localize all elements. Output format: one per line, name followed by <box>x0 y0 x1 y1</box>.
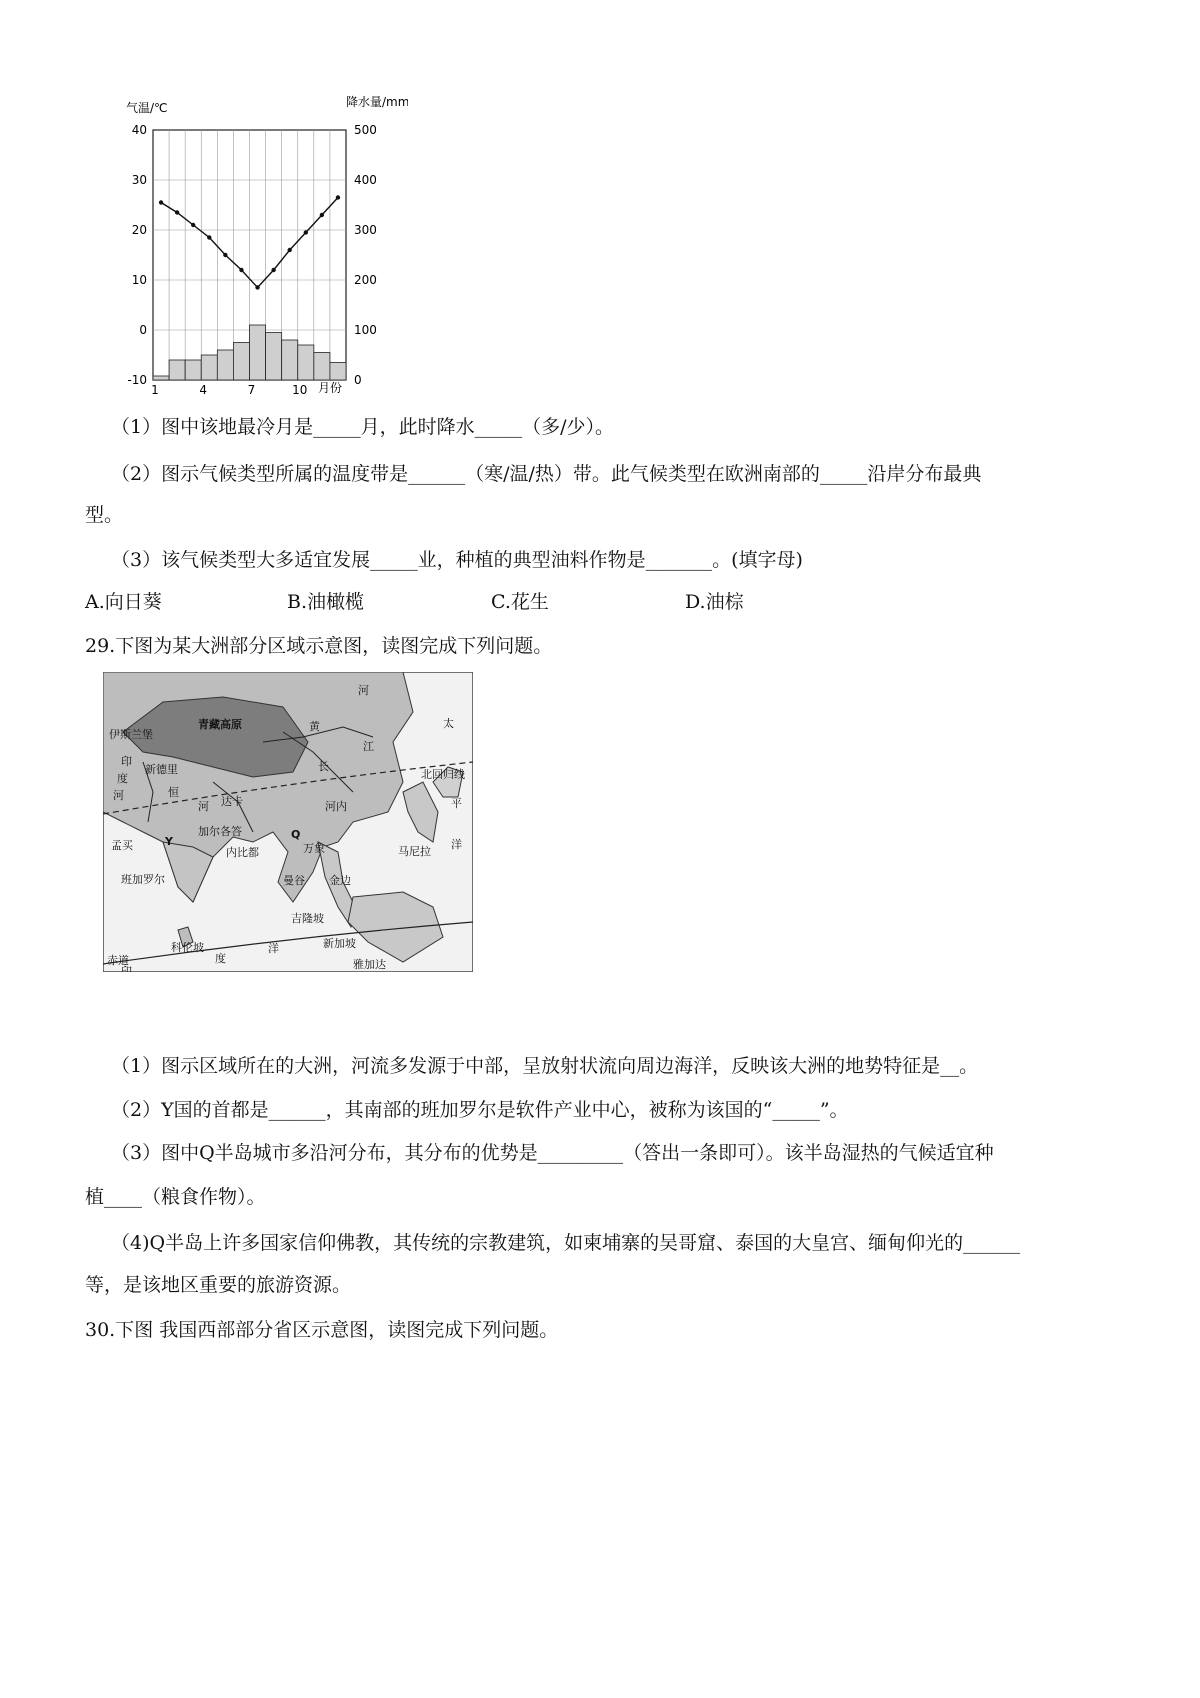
q29-sub1: （1）图示区域所在的大洲，河流多发源于中部，呈放射状流向周边海洋，反映该大洲的地势特征是__。 <box>111 1055 979 1077</box>
asia-map-svg <box>103 672 473 972</box>
climate-chart-svg <box>108 92 408 402</box>
temperature-point <box>255 285 259 289</box>
label-phnompenh: 金边 <box>329 874 351 887</box>
precipitation-bar <box>201 355 217 380</box>
label-indian-3: 洋 <box>268 942 279 955</box>
month-tick-label: 4 <box>199 383 208 397</box>
q30-title: 30.下图 我国西部部分省区示意图，读图完成下列问题。 <box>85 1319 559 1341</box>
label-pacific-1: 太 <box>443 717 454 730</box>
precip-tick-label: 500 <box>354 123 377 137</box>
label-islamabad: 伊斯兰堡 <box>109 728 153 741</box>
month-tick-label: 10 <box>292 383 308 397</box>
precipitation-bars <box>153 325 346 380</box>
q28-option-c: C.花生 <box>491 591 549 613</box>
label-y: Y <box>165 835 173 848</box>
label-ganges-1: 恒 <box>168 786 179 799</box>
month-axis-label: 月份 <box>318 381 343 395</box>
q28-sub2-b: 型。 <box>85 504 124 526</box>
q29-sub3-a: （3）图中Q半岛城市多沿河分布，其分布的优势是_________（答出一条即可）。该半岛湿热的气候适宜种 <box>111 1142 994 1164</box>
label-jakarta: 雅加达 <box>353 958 386 971</box>
label-tropic: 北回归线 <box>421 768 465 781</box>
label-equator: 赤道 <box>107 954 129 967</box>
precipitation-bar <box>233 343 249 381</box>
precip-tick-label: 200 <box>354 273 377 287</box>
label-naypyidaw: 内比都 <box>226 846 259 859</box>
temp-tick-label: 40 <box>131 123 147 137</box>
precip-axis-label: 降水量/mm <box>346 95 408 109</box>
label-ganges-2: 河 <box>198 800 209 813</box>
q29-sub3-b: 植____（粮食作物）。 <box>85 1186 266 1208</box>
q28-option-d: D.油棕 <box>685 591 744 613</box>
q29-title: 29.下图为某大洲部分区域示意图，读图完成下列问题。 <box>85 635 553 657</box>
precipitation-bar <box>266 333 282 381</box>
q29-sub4-b: 等，是该地区重要的旅游资源。 <box>85 1274 352 1296</box>
label-hanoi: 河内 <box>325 800 347 813</box>
label-yangtze-2: 江 <box>363 740 374 753</box>
label-singapore: 新加坡 <box>323 937 356 950</box>
q29-sub2: （2）Y国的首都是______，其南部的班加罗尔是软件产业中心，被称为该国的“_____”。 <box>111 1099 849 1121</box>
temperature-point <box>223 253 227 257</box>
temperature-point <box>207 235 211 239</box>
precipitation-bar <box>153 376 169 380</box>
temp-tick-label: 0 <box>139 323 147 337</box>
temp-axis-label: 气温/℃ <box>126 101 168 115</box>
temperature-point <box>159 200 163 204</box>
label-yangtze-1: 长 <box>318 760 329 773</box>
temperature-point <box>304 230 308 234</box>
precipitation-bar <box>217 350 233 380</box>
label-indus-3: 河 <box>113 789 124 802</box>
precipitation-bar <box>250 325 266 380</box>
month-tick-label: 7 <box>247 383 256 397</box>
q28-option-a: A.向日葵 <box>85 591 162 613</box>
label-pacific-3: 洋 <box>451 838 462 851</box>
label-plateau: 青藏高原 <box>198 718 242 731</box>
q28-sub1: （1）图中该地最冷月是_____月，此时降水_____（多/少）。 <box>111 416 614 438</box>
precip-tick-label: 100 <box>354 323 377 337</box>
temperature-point <box>271 268 275 272</box>
label-vientiane: 万象 <box>303 842 325 855</box>
precipitation-bar <box>185 360 201 380</box>
label-pacific-2: 平 <box>451 797 462 810</box>
q29-sub4-a: （4)Q半岛上许多国家信仰佛教，其传统的宗教建筑，如柬埔寨的吴哥窟、泰国的大皇宫、缅甸仰光的______ <box>111 1232 1021 1254</box>
precipitation-bar <box>169 360 185 380</box>
temperature-point <box>191 223 195 227</box>
label-newdelhi: 新德里 <box>145 763 178 776</box>
precipitation-bar <box>282 340 298 380</box>
label-manila: 马尼拉 <box>398 845 431 858</box>
label-indian-1: 印 <box>121 965 132 972</box>
q28-sub3: （3）该气候类型大多适宜发展_____业，种植的典型油料作物是_______。(填字母) <box>111 549 803 571</box>
precip-tick-label: 300 <box>354 223 377 237</box>
label-indus-2: 度 <box>117 772 128 785</box>
temperature-point <box>239 268 243 272</box>
label-kualalumpur: 吉隆坡 <box>291 912 324 925</box>
label-indian-2: 度 <box>215 952 226 965</box>
temp-tick-label: 20 <box>131 223 147 237</box>
temp-tick-label: -10 <box>127 373 147 387</box>
precip-tick-label: 0 <box>354 373 362 387</box>
precip-tick-label: 400 <box>354 173 377 187</box>
temperature-point <box>320 213 324 217</box>
precipitation-bar <box>330 363 346 381</box>
label-bangalore: 班加罗尔 <box>121 873 165 886</box>
label-indus-1: 印 <box>121 755 132 768</box>
climate-chart <box>108 92 408 402</box>
label-kolkata: 加尔各答 <box>198 825 242 838</box>
precipitation-bar <box>314 353 330 381</box>
label-dhaka: 达卡 <box>221 795 243 808</box>
label-yellow-2: 河 <box>358 684 369 697</box>
label-mumbai: 孟买 <box>111 839 133 852</box>
q28-sub2-a: （2）图示气候类型所属的温度带是______（寒/温/热）带。此气候类型在欧洲南部的_____沿岸分布最典 <box>111 463 982 485</box>
label-colombo: 科伦坡 <box>171 941 204 954</box>
temp-tick-label: 30 <box>131 173 147 187</box>
q28-option-b: B.油橄榄 <box>287 591 365 613</box>
temperature-point <box>288 248 292 252</box>
month-tick-label: 1 <box>151 383 159 397</box>
temperature-point <box>175 210 179 214</box>
temp-tick-label: 10 <box>131 273 147 287</box>
precipitation-bar <box>298 345 314 380</box>
asia-region-map <box>103 672 473 972</box>
label-q: Q <box>291 828 301 841</box>
label-bangkok: 曼谷 <box>283 874 305 887</box>
temperature-point <box>336 195 340 199</box>
label-yellow-1: 黄 <box>309 720 320 733</box>
